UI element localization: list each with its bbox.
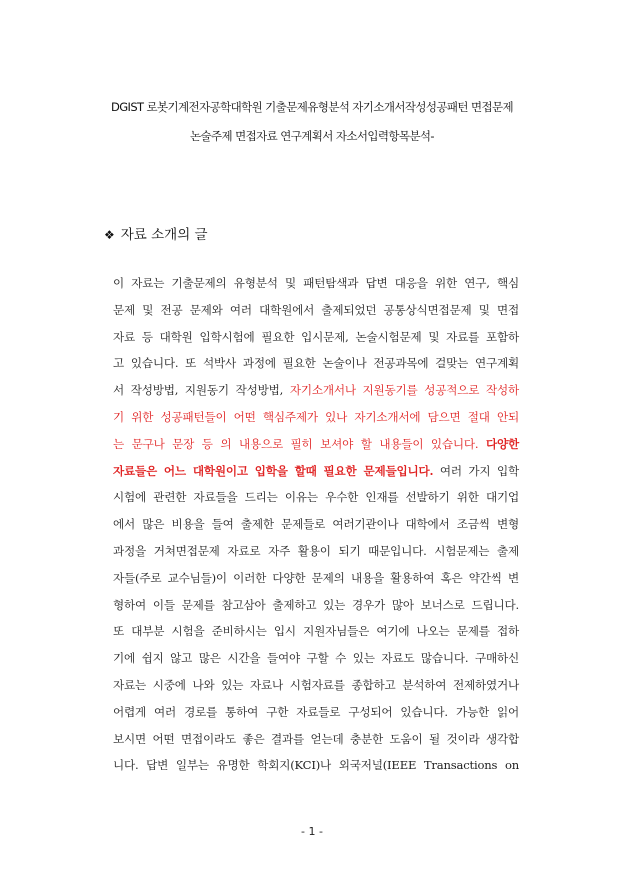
section-heading: [104, 223, 208, 243]
paragraph-line: [113, 650, 519, 666]
section-heading-text: 자료 소개의 글: [120, 227, 208, 243]
body-text-segment: 시험에 관련한 자료들을 드리는 이유는 우수한 인재를 선발하기 위한 대기업: [113, 490, 519, 505]
body-text-segment: 문제 및 전공 문제와 여러 대학원에서 출제되었던 공통상식면접문제 및 면접: [113, 302, 519, 317]
body-text-segment: 형하여 이들 문제를 참고삼아 출제하고 있는 경우가 많아 보너스로 드립니다.: [113, 597, 519, 612]
body-text-segment: 고 있습니다. 또 석박사 과정에 필요한 논술이나 전공과목에 걸맞는 연구계획: [113, 356, 519, 371]
body-text-segment: 니다. 답변 일부는 유명한 학회지(KCI)나 외국저널(IEEE Transactions on: [113, 758, 519, 773]
paragraph-line: [113, 329, 519, 345]
document-title-line-1: DGIST 로봇기계전자공학대학원 기출문제유형분석 자기소개서작성성공패턴 면접문제: [110, 100, 513, 114]
page-number: - 1 -: [301, 825, 323, 838]
paragraph-line: [113, 597, 519, 613]
paragraph-line: [113, 543, 519, 559]
paragraph-line: [113, 275, 519, 291]
document-title-line-2: 논술주제 면접자료 연구계획서 자소서입력항목분석-: [190, 129, 434, 143]
paragraph-line: [113, 489, 519, 505]
diamond-bullet-icon: ❖: [104, 228, 115, 242]
emphasis-text: 자기소개서나 지원동기를 성공적으로 작성하: [289, 383, 519, 398]
paragraph-line: [113, 409, 519, 425]
paragraph-line: [113, 570, 519, 586]
body-text-segment: 어렵게 여러 경로를 통하여 구한 자료들로 구성되어 있습니다. 가능한 읽어: [113, 704, 519, 719]
body-text-segment: 이 자료는 기출문제의 유형분석 및 패턴탐색과 답변 대응을 위한 연구, 핵심: [113, 276, 519, 290]
body-text-segment: 기에 쉽지 않고 많은 시간을 들여야 구할 수 있는 자료도 많습니다. 구매하신: [113, 651, 519, 666]
body-text-segment: 에서 많은 비용을 들여 출제한 문제들로 여러기관이나 대학에서 조금씩 변형: [113, 517, 519, 532]
body-text-segment: 또 대부분 시험을 준비하시는 입시 지원자님들은 여기에 나오는 문제를 접하: [113, 624, 519, 639]
body-text-segment: 자료는 시중에 나와 있는 자료나 시험자료를 종합하고 분석하여 전제하였거나: [113, 678, 519, 692]
body-text-segment: 자들(주로 교수님들)이 이러한 다양한 문제의 내용을 활용하여 혹은 약간씩 변: [113, 570, 519, 585]
paragraph-line: [113, 731, 519, 747]
body-text-segment: 여러 가지 입학: [433, 463, 519, 478]
paragraph-line: [113, 757, 519, 773]
paragraph-line: [113, 463, 519, 479]
body-text-segment: 과정을 거쳐면접문제 자료로 자주 활용이 되기 때문입니다. 시험문제는 출제: [113, 544, 519, 558]
paragraph-line: [113, 436, 519, 452]
body-text-segment: 서 작성방법, 지원동기 작성방법,: [113, 383, 290, 398]
emphasis-bold-text: 다양한: [486, 436, 519, 451]
emphasis-bold-text: 자료들은 어느 대학원이고 입학을 할때 필요한 문제들입니다.: [113, 463, 434, 478]
emphasis-text: 기 위한 성공패턴들이 어떤 핵심주제가 있나 자기소개서에 담으면 절대 안되: [113, 410, 519, 424]
paragraph-line: [113, 355, 519, 371]
body-text-segment: 보시면 어떤 면접이라도 좋은 결과를 얻는데 충분한 도움이 될 것이라 생각합: [113, 731, 519, 746]
paragraph-line: [113, 677, 519, 693]
paragraph-line: [113, 623, 519, 639]
paragraph-line: [113, 704, 519, 720]
paragraph-line: [113, 516, 519, 532]
paragraph-line: [113, 382, 519, 398]
body-text-segment: 자료 등 대학원 입학시험에 필요한 입시문제, 논술시험문제 및 자료를 포함하: [113, 329, 519, 344]
paragraph-line: [113, 302, 519, 318]
emphasis-text: 는 문구나 문장 등 의 내용으로 필히 보셔야 할 내용들이 있습니다.: [113, 436, 486, 451]
